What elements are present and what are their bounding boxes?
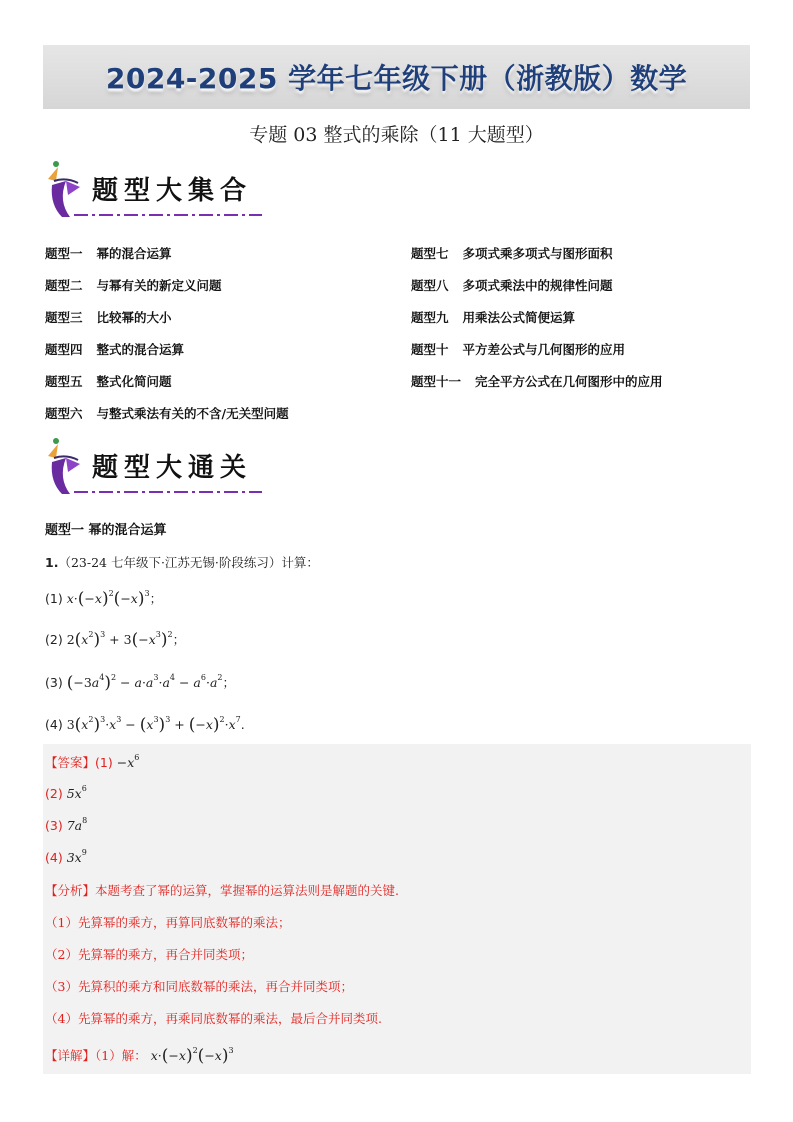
section-logo-collection [44, 157, 269, 223]
problem-item [45, 714, 245, 734]
toc-label: 题型五 [45, 374, 83, 389]
answer-line [45, 753, 139, 771]
item-expression: $x\cdot(-x)^2(-x)^3$ [66, 589, 150, 609]
item-label: (4) [45, 717, 63, 732]
problem-number: 1. [45, 555, 59, 570]
toc-item[interactable] [45, 276, 222, 294]
detail-text: （1）解： [95, 1048, 147, 1063]
answer-label: (2) [45, 786, 63, 801]
toc-item[interactable] [411, 244, 613, 262]
toc-name: 平方差公式与几何图形的应用 [462, 342, 626, 357]
toc-name: 多项式乘法中的规律性问题 [462, 278, 613, 293]
toc-name: 用乘法公式简便运算 [462, 310, 576, 325]
detail-tag: 【详解】 [45, 1048, 96, 1063]
toc-label: 题型七 [411, 246, 449, 261]
detail-expression: $x\cdot(-x)^2(-x)^3$ [150, 1046, 234, 1066]
item-label: (2) [45, 632, 63, 647]
item-end: . [240, 717, 245, 732]
answer-label: (1) [95, 755, 113, 770]
item-label: (1) [45, 591, 63, 606]
toc-item[interactable] [45, 244, 172, 262]
problem-item [45, 588, 162, 608]
toc-item[interactable] [411, 340, 625, 358]
toc-label: 题型十一 [411, 374, 462, 389]
analysis-text: 本题考查了幂的运算，掌握幂的运算法则是解题的关键. [95, 883, 399, 898]
answer-expression: $5x^6$ [66, 784, 87, 801]
toc-label: 题型四 [45, 342, 83, 357]
toc-name: 幂的混合运算 [96, 246, 172, 261]
item-expression: $3(x^2)^3\cdot x^3 - (x^3)^3 + (-x)^2\cdot x^7$ [66, 715, 241, 735]
answer-expression: $-x^6$ [116, 753, 140, 770]
banner-title: 2024-2025 学年七年级下册（浙教版）数学 [105, 62, 688, 95]
section-title-collection: 题型大集合 [92, 176, 253, 206]
answer-line [45, 818, 87, 833]
item-label: (3) [45, 675, 63, 690]
answer-line [45, 786, 87, 801]
problem-source: （23-24 七年级下·江苏无锡·阶段练习）计算： [58, 555, 319, 570]
toc-name: 多项式乘多项式与图形面积 [462, 246, 613, 261]
toc-item[interactable] [45, 308, 172, 326]
problem-item [45, 629, 185, 649]
analysis-step: （4）先算幂的乘方，再乘同底数幂的乘法，最后合并同类项. [45, 1011, 382, 1026]
toc-label: 题型九 [411, 310, 449, 325]
item-expression: $2(x^2)^3 + 3(-x^3)^2$ [66, 630, 173, 650]
toc-label: 题型二 [45, 278, 83, 293]
detail-line [45, 1045, 234, 1065]
page-subtitle: 专题 03 整式的乘除（11 大题型） [249, 124, 544, 146]
toc-name: 比较幂的大小 [96, 310, 172, 325]
section-title-practice: 题型大通关 [92, 453, 253, 483]
analysis-line [45, 881, 399, 899]
problem-item [45, 672, 235, 692]
toc-label: 题型六 [45, 406, 83, 421]
title-banner [43, 45, 750, 109]
toc-label: 题型八 [411, 278, 449, 293]
problem-statement [45, 553, 319, 571]
toc-item[interactable] [45, 340, 184, 358]
item-end: ； [222, 675, 236, 690]
toc-name: 整式的混合运算 [96, 342, 185, 357]
item-expression: $(-3a^4)^2 - a\cdot a^3\cdot a^4 - a^6\cdot a^2$ [66, 673, 223, 693]
toc-name: 与整式乘法有关的不含/无关型问题 [96, 406, 289, 421]
answer-label: (3) [45, 818, 63, 833]
toc-item[interactable] [411, 372, 663, 390]
toc-item[interactable] [411, 276, 613, 294]
toc-name: 整式化简问题 [96, 374, 172, 389]
toc-item[interactable] [45, 372, 172, 390]
analysis-step: （1）先算幂的乘方，再算同底数幂的乘法； [45, 915, 291, 930]
answer-line [45, 850, 87, 865]
answer-tag: 【答案】 [45, 755, 96, 770]
answer-expression: $7a^8$ [66, 816, 88, 833]
answer-expression: $3x^9$ [66, 848, 87, 865]
toc-name: 完全平方公式在几何图形中的应用 [475, 374, 663, 389]
toc-label: 题型三 [45, 310, 83, 325]
analysis-tag: 【分析】 [45, 883, 96, 898]
section-logo-practice [44, 434, 269, 500]
analysis-step: （3）先算积的乘方和同底数幂的乘法，再合并同类项； [45, 979, 353, 994]
item-end: ； [172, 632, 186, 647]
answer-label: (4) [45, 850, 63, 865]
toc-item[interactable] [411, 308, 575, 326]
toc-label: 题型十 [411, 342, 449, 357]
analysis-step: （2）先算幂的乘方，再合并同类项； [45, 947, 253, 962]
problem-heading: 题型一 幂的混合运算 [45, 523, 167, 538]
toc-name: 与幂有关的新定义问题 [96, 278, 222, 293]
toc-item[interactable] [45, 404, 289, 422]
toc-label: 题型一 [45, 246, 83, 261]
item-end: ； [149, 591, 163, 606]
